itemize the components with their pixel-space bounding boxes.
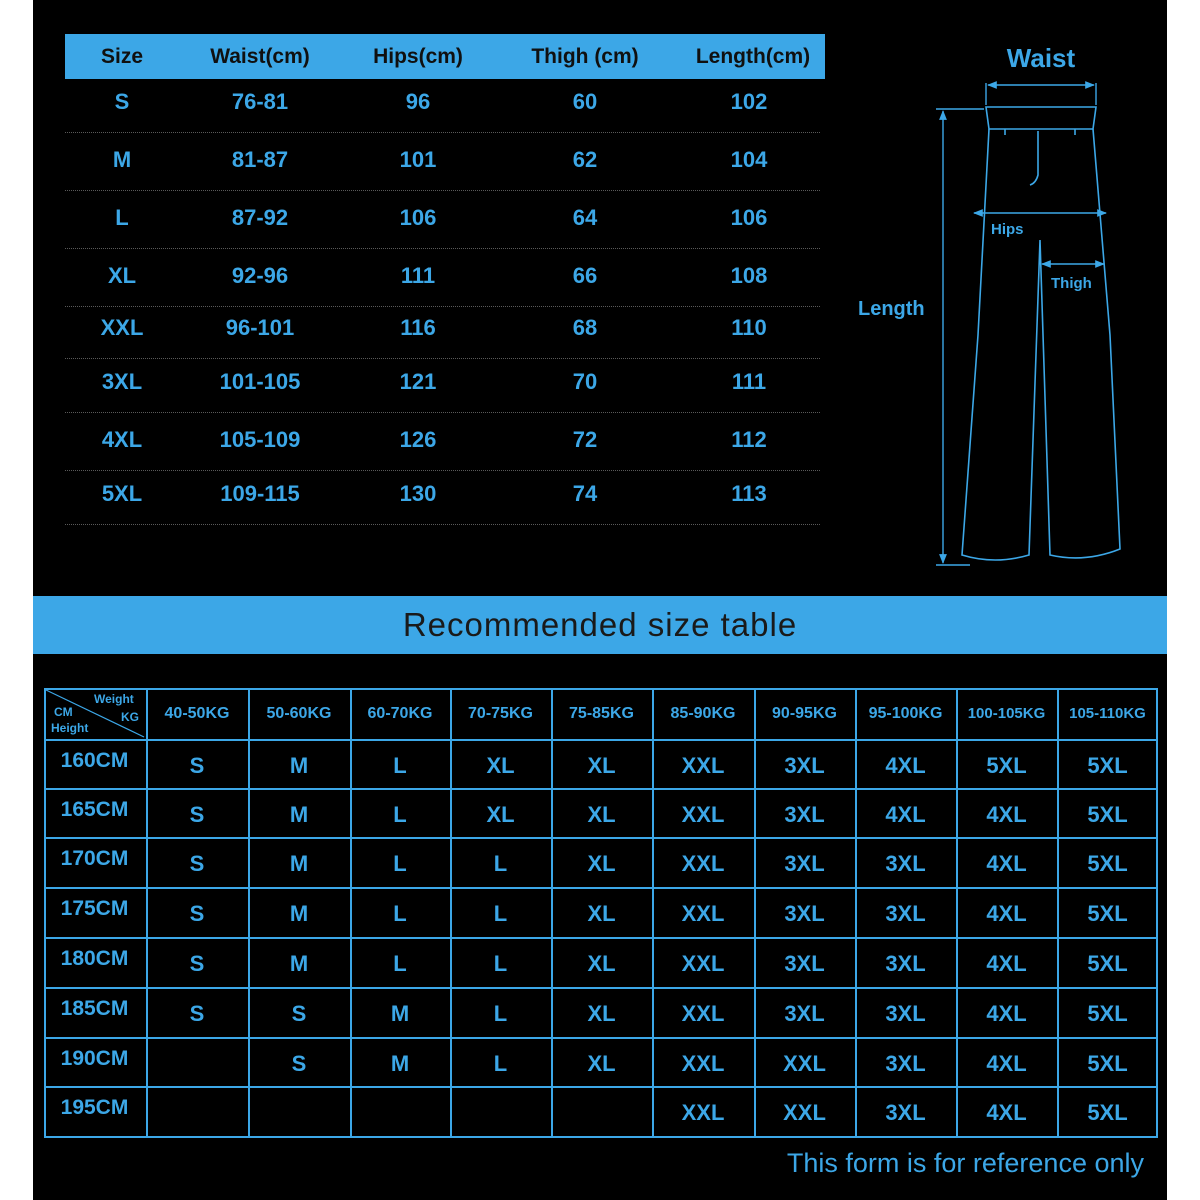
size-row: [65, 249, 820, 307]
size-row: [65, 191, 820, 249]
height-label: 170CM: [60, 847, 129, 870]
recommended-size-cell: L: [393, 951, 407, 976]
size-cell-waist: 81-87: [231, 147, 289, 172]
hips-label: Hips: [991, 221, 1024, 238]
thigh-label: Thigh: [1051, 275, 1092, 292]
recommended-size-cell: 4XL: [986, 1051, 1027, 1076]
recommended-size-cell: 4XL: [986, 802, 1027, 827]
size-cell-thigh: 70: [572, 369, 598, 394]
header-hips: Hips(cm): [373, 45, 463, 68]
recommended-size-cell: XXL: [681, 753, 725, 778]
recommended-size-cell: M: [289, 951, 309, 976]
size-cell-thigh: 74: [572, 481, 598, 506]
recommended-size-cell: S: [189, 901, 205, 926]
recommended-size-cell: XXL: [681, 1051, 725, 1076]
recommended-size-cell: [551, 1087, 652, 1137]
recommended-size-cell: XL: [587, 802, 616, 827]
recommended-size-cell: XXL: [783, 1100, 826, 1125]
corner-weight: Weight: [94, 692, 134, 706]
size-cell-length: 104: [730, 147, 768, 172]
recommended-size-cell: XXL: [681, 851, 725, 876]
recommended-size-cell: XL: [587, 851, 616, 876]
size-cell-waist: 105-109: [219, 427, 301, 452]
reference-footnote: This form is for reference only: [786, 1148, 1144, 1178]
recommended-size-cell: 4XL: [986, 1100, 1027, 1125]
recommended-size-cell: 3XL: [885, 1051, 926, 1076]
recommended-size-cell: L: [493, 951, 508, 976]
size-cell-hips: 126: [399, 427, 437, 452]
size-row: [65, 133, 820, 191]
height-label: 195CM: [60, 1096, 129, 1119]
size-cell-hips: 116: [400, 315, 436, 340]
recommended-size-cell: 4XL: [885, 802, 926, 827]
recommended-size-cell: 5XL: [1087, 802, 1128, 827]
recommended-size-cell: 4XL: [986, 951, 1027, 976]
recommended-size-cell: [248, 1087, 350, 1137]
recommended-size-cell: XL: [587, 1001, 616, 1026]
recommended-size-cell: 5XL: [986, 753, 1027, 778]
size-cell-thigh: 64: [572, 205, 598, 230]
recommended-size-cell: 4XL: [986, 851, 1027, 876]
recommended-size-cell: L: [393, 901, 407, 926]
recommended-size-cell: XXL: [681, 951, 725, 976]
recommended-size-cell: S: [189, 951, 205, 976]
header-size: Size: [100, 45, 144, 68]
height-label: 175CM: [60, 897, 129, 920]
recommended-size-cell: XL: [486, 802, 515, 827]
size-cell-size: XXL: [100, 315, 144, 340]
weight-header: 40-50KG: [164, 705, 230, 722]
recommended-size-cell: 3XL: [784, 901, 825, 926]
recommended-size-cell: 5XL: [1087, 1100, 1128, 1125]
header-waist: Waist(cm): [210, 45, 310, 68]
recommended-size-cell: L: [493, 851, 508, 876]
recommended-size-cell: 4XL: [986, 901, 1027, 926]
recommended-size-cell: XL: [587, 951, 616, 976]
recommended-size-cell: XXL: [681, 901, 725, 926]
recommended-size-cell: 3XL: [784, 951, 825, 976]
size-cell-waist: 87-92: [231, 205, 289, 230]
recommended-size-cell: [146, 1087, 248, 1137]
size-cell-hips: 130: [399, 481, 437, 506]
size-cell-waist: 96-101: [225, 315, 295, 340]
corner-height: Height: [51, 721, 89, 735]
size-row: [65, 467, 820, 525]
recommended-size-cell: S: [189, 851, 205, 876]
size-cell-hips: 106: [399, 205, 437, 230]
recommended-size-cell: 3XL: [784, 1001, 825, 1026]
size-cell-thigh: 62: [572, 147, 598, 172]
height-label: 160CM: [60, 749, 129, 772]
recommended-size-cell: L: [393, 753, 407, 778]
recommended-size-cell: 3XL: [885, 1100, 926, 1125]
size-cell-waist: 76-81: [231, 89, 289, 114]
size-table-header: [65, 34, 825, 79]
recommended-size-cell: S: [189, 802, 205, 827]
size-row: [65, 355, 820, 413]
pants-outline: [962, 107, 1120, 560]
size-cell-length: 106: [730, 205, 768, 230]
header-length: Length(cm): [695, 45, 811, 68]
recommended-size-cell: L: [393, 802, 407, 827]
recommended-size-cell: XL: [486, 753, 515, 778]
header-thigh: Thigh (cm): [531, 45, 639, 68]
recommended-size-cell: XXL: [681, 1001, 725, 1026]
height-label: 190CM: [60, 1047, 129, 1070]
recommended-size-cell: M: [289, 753, 309, 778]
size-cell-size: 3XL: [101, 369, 143, 394]
row-divider: [65, 524, 820, 525]
recommended-size-cell: 4XL: [986, 1001, 1027, 1026]
weight-header: 100-105KG: [967, 705, 1046, 722]
recommended-size-cell: XL: [587, 1051, 616, 1076]
size-cell-length: 112: [731, 427, 767, 452]
size-row: [65, 413, 820, 471]
recommended-size-cell: M: [289, 802, 309, 827]
weight-header: 90-95KG: [772, 705, 837, 722]
height-label: 180CM: [60, 947, 129, 970]
size-cell-size: L: [115, 205, 129, 230]
size-cell-waist: 101-105: [219, 369, 301, 394]
recommended-size-cell: M: [390, 1051, 410, 1076]
recommended-banner: [33, 596, 1167, 654]
recommended-size-cell: M: [289, 901, 309, 926]
recommended-size-cell: S: [189, 753, 205, 778]
size-cell-thigh: 68: [572, 315, 598, 340]
recommended-size-cell: XL: [587, 753, 616, 778]
height-label: 165CM: [60, 798, 129, 821]
size-cell-length: 111: [731, 369, 767, 394]
weight-header: 70-75KG: [468, 705, 533, 722]
corner-cm: CM: [54, 705, 73, 719]
recommended-size-cell: L: [493, 901, 508, 926]
recommended-size-cell: 3XL: [885, 901, 926, 926]
weight-header: 105-110KG: [1069, 705, 1146, 722]
recommended-size-cell: 5XL: [1087, 753, 1128, 778]
weight-header: 85-90KG: [670, 705, 736, 722]
size-cell-length: 102: [730, 89, 768, 114]
recommended-size-cell: XXL: [783, 1051, 826, 1076]
recommended-size-cell: L: [493, 1001, 508, 1026]
recommended-size-cell: XXL: [681, 802, 725, 827]
recommended-size-cell: 3XL: [885, 851, 926, 876]
recommended-size-cell: 3XL: [885, 951, 926, 976]
recommended-size-cell: 5XL: [1087, 901, 1128, 926]
size-cell-thigh: 60: [572, 89, 598, 114]
corner-kg: KG: [121, 710, 139, 724]
recommended-size-grid: [44, 688, 1158, 1138]
recommended-size-cell: S: [291, 1051, 307, 1076]
recommended-size-cell: [450, 1087, 551, 1137]
weight-header: 95-100KG: [868, 705, 943, 722]
recommended-size-cell: [146, 1038, 248, 1088]
recommended-size-cell: M: [289, 851, 309, 876]
recommended-size-cell: 5XL: [1087, 851, 1128, 876]
recommended-title: Recommended size table: [402, 606, 798, 643]
size-cell-waist: 92-96: [231, 263, 289, 288]
recommended-size-cell: [350, 1087, 450, 1137]
recommended-size-cell: 3XL: [784, 753, 825, 778]
recommended-size-cell: 5XL: [1087, 1051, 1128, 1076]
waist-label: Waist: [1006, 43, 1076, 73]
weight-header: 75-85KG: [569, 705, 634, 722]
size-cell-size: 4XL: [101, 427, 143, 452]
weight-header: 60-70KG: [367, 705, 433, 722]
recommended-size-cell: L: [393, 851, 407, 876]
recommended-size-cell: L: [493, 1051, 508, 1076]
recommended-size-cell: S: [189, 1001, 205, 1026]
recommended-size-cell: XL: [587, 901, 616, 926]
size-cell-thigh: 66: [572, 263, 598, 288]
size-cell-size: M: [112, 147, 132, 172]
pants-diagram: [850, 35, 1140, 575]
recommended-size-cell: XXL: [681, 1100, 725, 1125]
size-cell-length: 110: [731, 315, 767, 340]
size-cell-size: 5XL: [101, 481, 143, 506]
size-cell-waist: 109-115: [220, 481, 300, 506]
recommended-size-cell: 5XL: [1087, 1001, 1128, 1026]
recommended-size-cell: 4XL: [885, 753, 926, 778]
size-cell-length: 113: [731, 481, 767, 506]
size-cell-hips: 111: [400, 263, 436, 288]
recommended-size-cell: 3XL: [885, 1001, 926, 1026]
recommended-size-cell: 3XL: [784, 802, 825, 827]
recommended-size-cell: 5XL: [1087, 951, 1128, 976]
size-cell-hips: 121: [399, 369, 437, 394]
height-label: 185CM: [60, 997, 129, 1020]
recommended-size-cell: M: [390, 1001, 410, 1026]
weight-header: 50-60KG: [266, 705, 332, 722]
recommended-size-cell: 3XL: [784, 851, 825, 876]
size-row: [65, 75, 820, 133]
recommended-size-cell: S: [291, 1001, 307, 1026]
size-cell-hips: 101: [399, 147, 437, 172]
size-cell-length: 108: [730, 263, 768, 288]
size-cell-size: XL: [107, 263, 137, 288]
size-row: [65, 301, 820, 359]
size-cell-hips: 96: [405, 89, 431, 114]
size-cell-size: S: [114, 89, 130, 114]
corner-diagonal: [44, 688, 146, 739]
size-cell-thigh: 72: [572, 427, 598, 452]
length-label: Length: [858, 298, 925, 320]
